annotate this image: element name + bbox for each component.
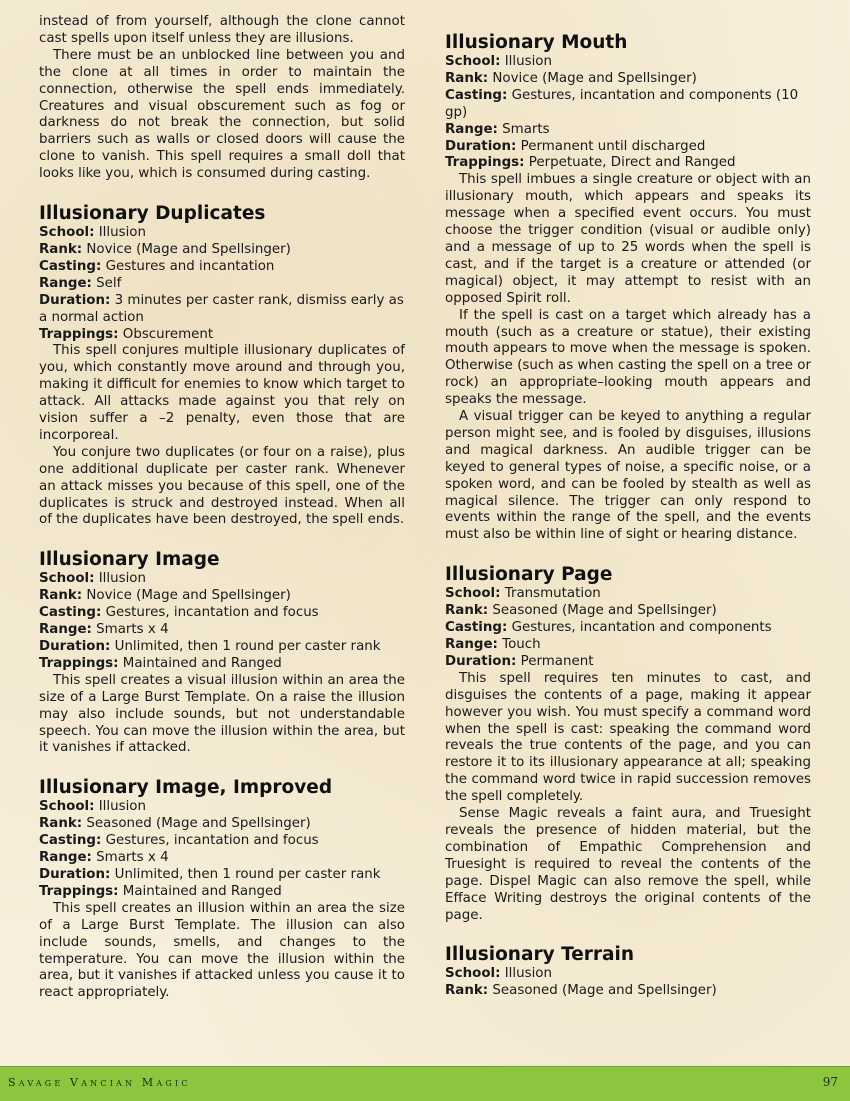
paragraph: A visual trigger can be keyed to anything a regular person might see, and is fooled by disguises, illusions and magical darkness. An audible trigger can be keyed to general types of noise, a specific noise, or a spoken word, and can be fooled by stealth as well as magical silence. The trigger can only respond to events within the range of the spell, and the events must also be within line of sight or hearing distance.	[445, 409, 811, 543]
stat-rank: Rank: Seasoned (Mage and Spellsinger)	[445, 983, 717, 999]
stat-trappings: Trappings: Maintained and Ranged	[39, 883, 282, 899]
spell-illusionary-image-improved	[39, 777, 405, 1002]
spell-illusionary-terrain	[445, 944, 811, 1000]
paragraph: There must be an unblocked line between you and the clone at all times in order to maintain the connection, otherwise the spell ends immediately. Creatures and visual obscurement such as fog or darkness do not break the connection, but solid barriers such as walls or closed doors will cause the clone to vanish. This spell requires a small doll that looks like you, which is consumed during casting.	[39, 47, 405, 182]
stat-duration: Duration: Unlimited, then 1 round per caster rank	[39, 639, 381, 654]
stat-casting: Casting: Gestures, incantation and components (10 gp)	[445, 87, 799, 120]
paragraph: Sense Magic reveals a faint aura, and Truesight reveals the presence of hidden material, but the combination of Empathic Comprehension and Truesight is required to reveal the contents of the page. Dispel Magic can also remove the spell, while Efface Writing destroys the original contents of the page.	[445, 806, 811, 923]
stat-rank: Rank: Novice (Mage and Spellsinger)	[39, 241, 291, 257]
page-footer	[0, 1066, 850, 1101]
stat-rank: Rank: Novice (Mage and Spellsinger)	[39, 588, 291, 604]
stat-duration: Duration: 3 minutes per caster rank, dismiss early as a normal action	[39, 292, 404, 325]
stat-casting: Casting: Gestures and incantation	[39, 258, 275, 274]
stat-duration: Duration: Permanent	[445, 653, 594, 669]
spell-title: Illusionary Page	[445, 564, 613, 586]
spell-title: Illusionary Image	[39, 549, 220, 571]
paragraph: This spell creates an illusion within an area the size of a Large Burst Template. The illusion can also include sounds, smells, and changes to the temperature. You can move the illusion within the area, but it vanishes if attacked unless you cause it to react appropriately.	[39, 900, 405, 1001]
stat-range: Range: Smarts x 4	[39, 622, 169, 638]
paragraph: This spell conjures multiple illusionary duplicates of you, which constantly move around and through you, making it difficult for enemies to know which target to attack. All attacks made against you that rely on vision suffer a –2 penalty, even those that are incorporeal.	[39, 343, 405, 443]
spell-title: Illusionary Mouth	[445, 32, 628, 53]
spell-illusionary-mouth	[445, 32, 811, 544]
stat-rank: Rank: Seasoned (Mage and Spellsinger)	[39, 816, 311, 832]
stat-range: Range: Touch	[445, 637, 541, 652]
right-column	[445, 32, 811, 1000]
stat-trappings: Trappings: Obscurement	[39, 326, 214, 342]
stat-school: School: Illusion	[445, 966, 552, 982]
stat-casting: Casting: Gestures, incantation and focus	[39, 605, 319, 621]
paragraph: If the spell is cast on a target which already has a mouth (such as a creature or statue), their existing mouth appears to move when the message is spoken. Otherwise (such as when casting the spell on a tree or rock) an appropriate–looking mouth appears and speaks the message.	[445, 307, 811, 408]
spell-title: Illusionary Terrain	[445, 944, 635, 966]
stat-rank: Rank: Novice (Mage and Spellsinger)	[445, 70, 697, 86]
stat-school: School: Illusion	[445, 54, 552, 69]
spell-illusionary-page	[445, 564, 811, 924]
paragraph: This spell imbues a single creature or object with an illusionary mouth, which appears and speaks its message when a specified event occurs. You must choose the trigger condition (visual or audible only) and a message of up to 25 words when the spell is cast, and if the target is a creature or attended (or magical) object, it may attempt to resist with an opposed Spirit roll.	[445, 172, 811, 306]
page-number: 97	[822, 1075, 838, 1089]
paragraph: instead of from yourself, although the clone cannot cast spells upon itself unless they are illusions.	[39, 14, 405, 46]
stat-school: School: Illusion	[39, 571, 146, 587]
stat-casting: Casting: Gestures, incantation and components	[445, 620, 772, 636]
paragraph: This spell requires ten minutes to cast, and disguises the contents of a page, making it appear however you wish. You must specify a command word when the spell is cast: speaking the command word reveals the true contents of the page, and you can restore it to its illusionary appearance at all; speaking the command word twice in rapid succession removes the spell completely.	[445, 670, 811, 805]
stat-duration: Duration: Permanent until discharged	[445, 138, 706, 154]
paragraph: You conjure two duplicates (or four on a raise), plus one additional duplicate per caster rank. Whenever an attack misses you because of this spell, one of the duplicates is struck and destroyed instead. When all of the duplicates have been destroyed, the spell ends.	[39, 444, 405, 528]
stat-range: Range: Smarts x 4	[39, 850, 169, 866]
spell-illusionary-duplicates	[39, 203, 405, 529]
stat-range: Range: Self	[39, 275, 122, 291]
stat-rank: Rank: Seasoned (Mage and Spellsinger)	[445, 603, 717, 619]
intro-continuation	[39, 14, 405, 183]
spell-illusionary-image	[39, 549, 405, 757]
stat-school: School: Illusion	[39, 799, 146, 815]
stat-range: Range: Smarts	[445, 121, 550, 137]
stat-trappings: Trappings: Maintained and Ranged	[39, 655, 282, 671]
stat-school: School: Illusion	[39, 225, 146, 241]
paragraph: This spell creates a visual illusion within an area the size of a Large Burst Template. On a raise the illusion may also include sounds, but not understandable speech. You can move the illusion within the area, but it vanishes if attacked.	[39, 672, 405, 756]
stat-duration: Duration: Unlimited, then 1 round per caster rank	[39, 866, 381, 882]
stat-school: School: Transmutation	[445, 586, 601, 602]
stat-trappings: Trappings: Perpetuate, Direct and Ranged	[445, 155, 736, 171]
left-column	[39, 14, 405, 1002]
spell-title: Illusionary Duplicates	[39, 203, 266, 225]
spell-title: Illusionary Image, Improved	[39, 777, 333, 799]
footer-book-title: Savage Vancian Magic	[8, 1076, 191, 1089]
stat-casting: Casting: Gestures, incantation and focus	[39, 833, 319, 849]
